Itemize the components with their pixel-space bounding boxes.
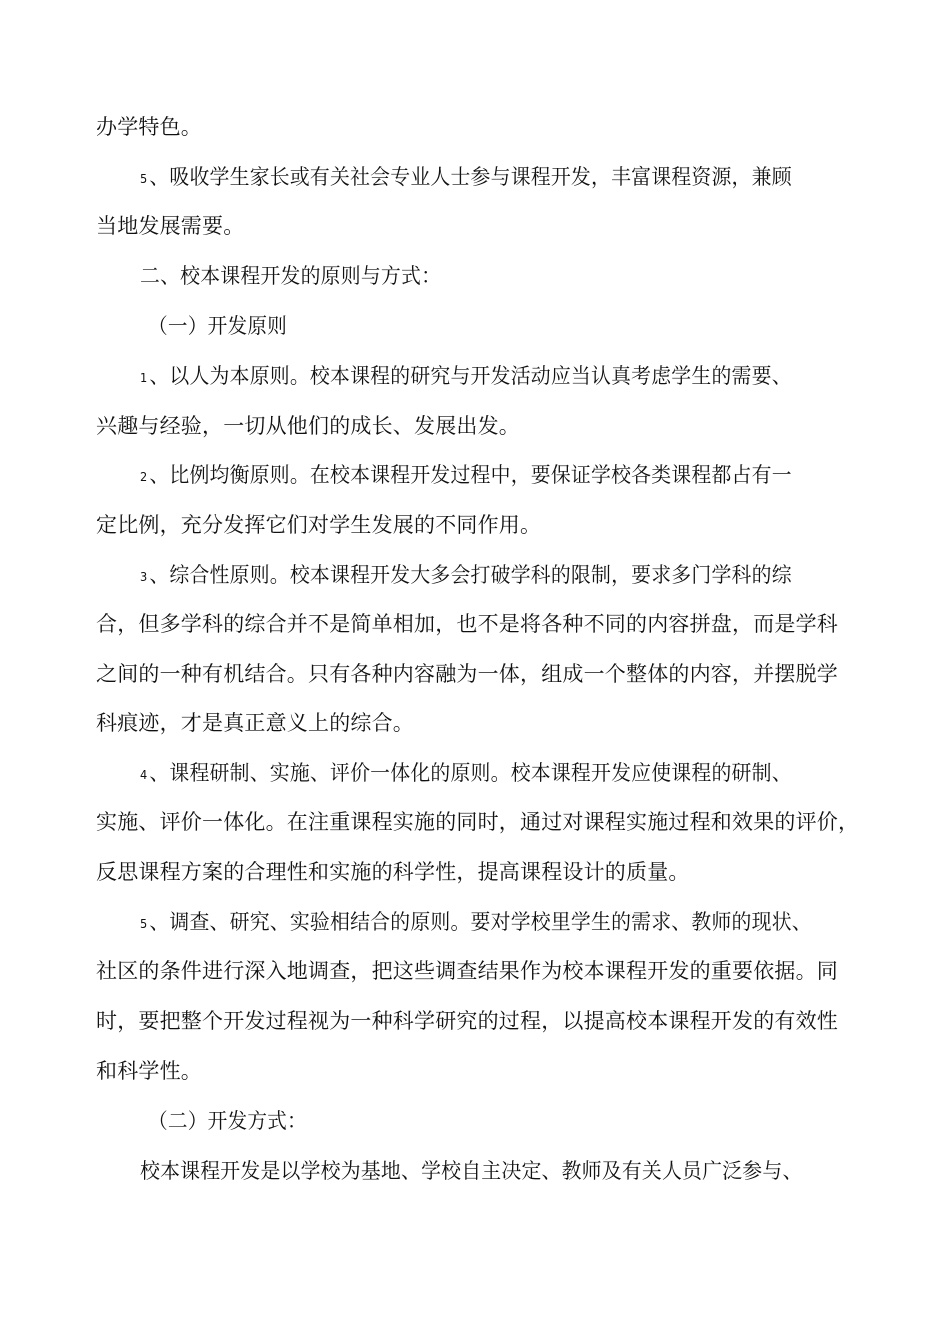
line-text: 反思课程方案的合理性和实施的科学性，提高课程设计的质量。 — [96, 860, 690, 884]
line-text: 之间的一种有机结合。只有各种内容融为一体，组成一个整体的内容，并摆脱学 — [96, 662, 838, 686]
list-number: 5 — [140, 917, 148, 931]
subsection-heading — [148, 311, 860, 341]
line-text: 校本课程开发是以学校为基地、学校自主决定、教师及有关人员广泛参与、 — [140, 1159, 803, 1183]
list-number: 2 — [140, 470, 148, 484]
line-text: 社区的条件进行深入地调查，把这些调查结果作为校本课程开发的重要依据。同 — [96, 959, 838, 983]
paragraph-line — [96, 1056, 856, 1086]
list-item-line — [140, 758, 860, 790]
list-number: 5 — [140, 172, 148, 186]
line-text: 时，要把整个开发过程视为一种科学研究的过程，以提高校本课程开发的有效性 — [96, 1009, 838, 1033]
line-text: 、综合性原则。校本课程开发大多会打破学科的限制，要求多门学科的综 — [149, 563, 792, 587]
list-item-line — [140, 162, 860, 194]
line-text: 合，但多学科的综合并不是简单相加，也不是将各种不同的内容拼盘，而是学科 — [96, 612, 838, 636]
section-heading — [140, 261, 860, 291]
line-text: 、以人为本原则。校本课程的研究与开发活动应当认真考虑学生的需要、 — [149, 364, 792, 388]
line-text: （一）开发原则 — [148, 314, 288, 338]
list-number: 1 — [140, 371, 148, 385]
list-item-line — [140, 907, 860, 939]
line-text: 、课程研制、实施、评价一体化的原则。校本课程开发应使课程的研制、 — [149, 761, 792, 785]
paragraph-line — [96, 211, 856, 241]
paragraph-line — [96, 807, 860, 837]
line-text: 和科学性。 — [96, 1059, 202, 1083]
paragraph-line — [96, 411, 856, 441]
line-text: 、比例均衡原则。在校本课程开发过程中，要保证学校各类课程都占有一 — [149, 463, 792, 487]
line-text: 定比例，充分发挥它们对学生发展的不同作用。 — [96, 513, 542, 537]
list-number: 4 — [140, 768, 148, 782]
paragraph-line — [96, 510, 856, 540]
line-text: 办学特色。 — [96, 115, 202, 139]
paragraph-line — [96, 708, 856, 738]
line-text: 兴趣与经验，一切从他们的成长、发展出发。 — [96, 414, 520, 438]
paragraph-line — [96, 659, 856, 689]
paragraph-line — [96, 956, 856, 986]
paragraph-line — [140, 1156, 860, 1186]
line-text: 实施、评价一体化。在注重课程实施的同时，通过对课程实施过程和效果的评价， — [96, 810, 860, 834]
line-text: 、吸收学生家长或有关社会专业人士参与课程开发，丰富课程资源，兼顾 — [149, 165, 792, 189]
line-text: 当地发展需要。 — [96, 214, 245, 238]
list-item-line — [140, 560, 860, 592]
subsection-heading — [148, 1106, 860, 1136]
list-number: 3 — [140, 570, 148, 584]
paragraph-line — [96, 112, 856, 142]
paragraph-line — [96, 857, 856, 887]
line-text: 二、校本课程开发的原则与方式： — [140, 264, 442, 288]
line-text: 科痕迹，才是真正意义上的综合。 — [96, 711, 414, 735]
line-text: （二）开发方式： — [148, 1109, 307, 1133]
list-item-line — [140, 460, 860, 492]
paragraph-line — [96, 609, 856, 639]
line-text: 、调查、研究、实验相结合的原则。要对学校里学生的需求、教师的现状、 — [149, 910, 812, 934]
list-item-line — [140, 361, 860, 393]
paragraph-line — [96, 1006, 856, 1036]
